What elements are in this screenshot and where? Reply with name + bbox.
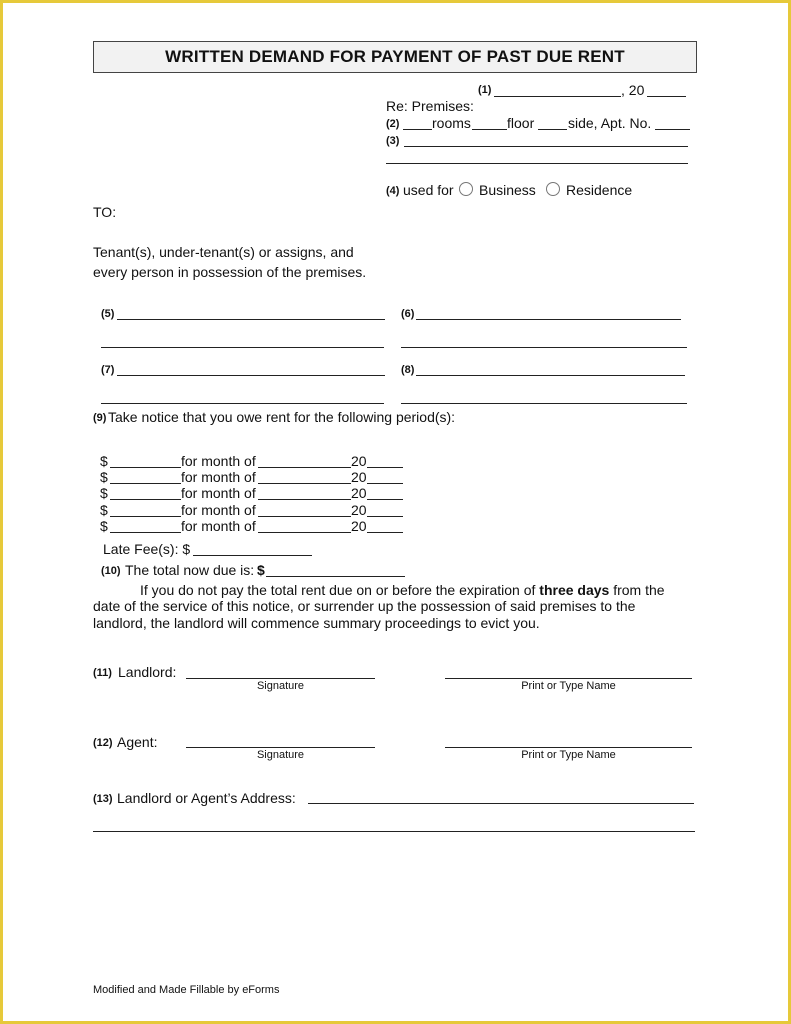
year-label: 20 bbox=[351, 469, 367, 485]
for-month-label: for month of bbox=[181, 469, 256, 485]
total-label: The total now due is: bbox=[125, 562, 255, 578]
late-fee-label: Late Fee(s): $ bbox=[103, 541, 191, 557]
rent-row bbox=[0, 453, 791, 469]
field-number-9: (9) bbox=[93, 412, 107, 424]
total-dollar-sign: $ bbox=[257, 562, 265, 578]
rent-year-input[interactable] bbox=[367, 516, 403, 517]
business-label: Business bbox=[479, 182, 536, 198]
field-number-4: (4) bbox=[386, 185, 400, 197]
rent-row bbox=[0, 502, 791, 518]
for-month-label: for month of bbox=[181, 518, 256, 534]
notice-paragraph-line2: date of the service of this notice, or surrender up the possession of said premises to the bbox=[93, 598, 636, 614]
notice-paragraph-line3: landlord, the landlord will commence summary proceedings to evict you. bbox=[93, 615, 540, 631]
address-label: Landlord or Agent’s Address: bbox=[117, 790, 296, 806]
business-radio[interactable] bbox=[459, 182, 473, 196]
landlord-signature-input[interactable] bbox=[186, 678, 375, 679]
rooms-input[interactable] bbox=[403, 129, 432, 130]
landlord-signature-caption: Signature bbox=[256, 680, 305, 692]
field-number-1: (1) bbox=[478, 84, 492, 96]
rent-row bbox=[0, 469, 791, 485]
year-input[interactable] bbox=[647, 96, 686, 97]
dollar-sign: $ bbox=[100, 518, 108, 534]
agent-label: Agent: bbox=[117, 734, 158, 750]
rent-year-input[interactable] bbox=[367, 499, 403, 500]
address-input[interactable] bbox=[308, 803, 694, 804]
three-days-emphasis: three days bbox=[539, 582, 610, 598]
for-month-label: for month of bbox=[181, 502, 256, 518]
field-number-12: (12) bbox=[93, 737, 113, 749]
late-fee-input[interactable] bbox=[193, 555, 312, 556]
landlord-name-input[interactable] bbox=[445, 678, 692, 679]
rent-year-input[interactable] bbox=[367, 532, 403, 533]
rent-month-input[interactable] bbox=[258, 467, 351, 468]
rent-year-input[interactable] bbox=[367, 483, 403, 484]
rent-amount-input[interactable] bbox=[110, 499, 181, 500]
premises-address-input[interactable] bbox=[404, 146, 688, 147]
apt-no-input[interactable] bbox=[655, 129, 690, 130]
tenant-name-input-7[interactable] bbox=[117, 375, 385, 376]
field-number-5: (5) bbox=[101, 308, 115, 320]
total-due-input[interactable] bbox=[266, 576, 405, 577]
dollar-sign: $ bbox=[100, 502, 108, 518]
for-month-label: for month of bbox=[181, 485, 256, 501]
form-title: WRITTEN DEMAND FOR PAYMENT OF PAST DUE RENT bbox=[93, 41, 697, 73]
premises-address-input-line2[interactable] bbox=[386, 163, 688, 164]
rent-row bbox=[0, 518, 791, 534]
year-label: 20 bbox=[351, 453, 367, 469]
tenant-address-input-6[interactable] bbox=[401, 347, 687, 348]
field-number-8: (8) bbox=[401, 364, 415, 376]
notice-paragraph-line1-end: from the bbox=[609, 582, 665, 598]
to-label: TO: bbox=[93, 204, 117, 220]
dollar-sign: $ bbox=[100, 453, 108, 469]
field-number-2: (2) bbox=[386, 118, 400, 130]
rent-row bbox=[0, 485, 791, 501]
field-number-6: (6) bbox=[401, 308, 415, 320]
tenant-name-input-8[interactable] bbox=[416, 375, 685, 376]
agent-name-input[interactable] bbox=[445, 747, 692, 748]
year-prefix: , 20 bbox=[621, 82, 645, 98]
tenant-name-input-6[interactable] bbox=[416, 319, 681, 320]
agent-name-caption: Print or Type Name bbox=[521, 749, 616, 761]
tenants-text-line2: every person in possession of the premises. bbox=[93, 264, 367, 280]
tenants-text-line1: Tenant(s), under-tenant(s) or assigns, and bbox=[93, 244, 354, 260]
rent-month-input[interactable] bbox=[258, 483, 351, 484]
side-apt-label: side, Apt. No. bbox=[568, 115, 652, 131]
landlord-label: Landlord: bbox=[118, 664, 177, 680]
for-month-label: for month of bbox=[181, 453, 256, 469]
notice-text: Take notice that you owe rent for the following period(s): bbox=[108, 409, 456, 425]
tenant-address-input-7[interactable] bbox=[101, 403, 384, 404]
floor-label: floor bbox=[507, 115, 535, 131]
footer-credit: Modified and Made Fillable by eForms bbox=[93, 984, 280, 996]
field-number-13: (13) bbox=[93, 793, 113, 805]
rent-month-input[interactable] bbox=[258, 532, 351, 533]
agent-signature-caption: Signature bbox=[256, 749, 305, 761]
field-number-10: (10) bbox=[101, 565, 121, 577]
rent-amount-input[interactable] bbox=[110, 483, 181, 484]
field-number-3: (3) bbox=[386, 135, 400, 147]
rent-amount-input[interactable] bbox=[110, 532, 181, 533]
notice-paragraph-line1 bbox=[140, 582, 665, 598]
agent-signature-input[interactable] bbox=[186, 747, 375, 748]
address-input-line2[interactable] bbox=[93, 831, 695, 832]
rent-month-input[interactable] bbox=[258, 516, 351, 517]
tenant-name-input-5[interactable] bbox=[117, 319, 385, 320]
date-input[interactable] bbox=[494, 96, 621, 97]
year-label: 20 bbox=[351, 502, 367, 518]
rent-month-input[interactable] bbox=[258, 499, 351, 500]
rent-amount-input[interactable] bbox=[110, 467, 181, 468]
rent-amount-input[interactable] bbox=[110, 516, 181, 517]
year-label: 20 bbox=[351, 485, 367, 501]
dollar-sign: $ bbox=[100, 469, 108, 485]
rent-year-input[interactable] bbox=[367, 467, 403, 468]
residence-radio[interactable] bbox=[546, 182, 560, 196]
landlord-name-caption: Print or Type Name bbox=[521, 680, 616, 692]
used-for-label: used for bbox=[403, 182, 454, 198]
rooms-label: rooms bbox=[432, 115, 471, 131]
dollar-sign: $ bbox=[100, 485, 108, 501]
tenant-address-input-5[interactable] bbox=[101, 347, 384, 348]
field-number-7: (7) bbox=[101, 364, 115, 376]
floor-input[interactable] bbox=[472, 129, 507, 130]
notice-paragraph-line1-text: If you do not pay the total rent due on or before the expiration of bbox=[140, 582, 540, 598]
field-number-11: (11) bbox=[93, 667, 112, 679]
year-label: 20 bbox=[351, 518, 367, 534]
tenant-address-input-8[interactable] bbox=[401, 403, 687, 404]
premises-label: Re: Premises: bbox=[386, 98, 474, 114]
residence-label: Residence bbox=[566, 182, 633, 198]
side-input[interactable] bbox=[538, 129, 567, 130]
